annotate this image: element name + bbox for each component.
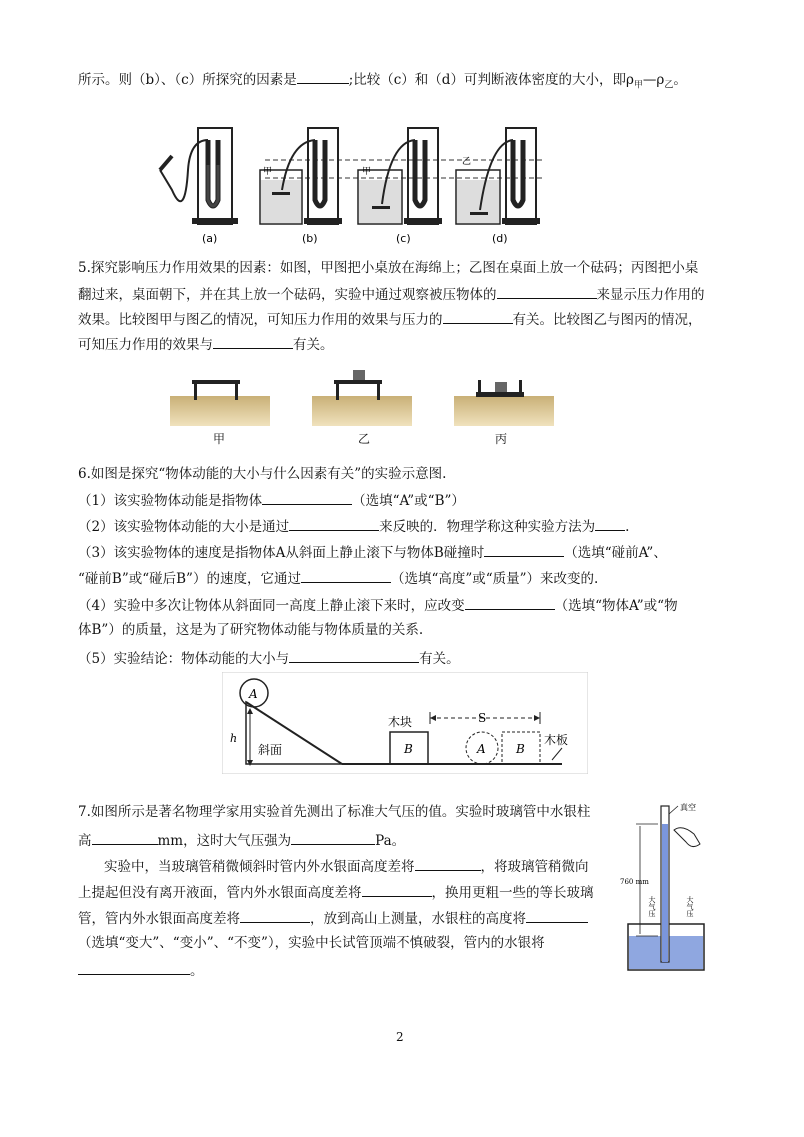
- q7-text-4a: 上提起但没有离开液面，管内外水银面高度差将: [78, 885, 362, 901]
- q7-blank-2[interactable]: [291, 830, 375, 845]
- q6-figure: [222, 672, 588, 774]
- q6-p3c: [78, 568, 598, 588]
- q5-figure: [170, 370, 590, 450]
- q6-p1-text-a: （1）该实验物体动能是指物体: [78, 493, 263, 509]
- q6-p2-text-c: .: [625, 519, 630, 535]
- sponge-jia: [170, 380, 270, 426]
- apparatus-a: [160, 128, 238, 224]
- q5-caption-bing: 丙: [495, 432, 508, 446]
- q5-text-4a: 可知压力作用的效果与: [78, 337, 213, 353]
- q5-blank-3[interactable]: [213, 334, 293, 349]
- apparatus-d: [456, 128, 540, 224]
- q7-line-3: [104, 856, 589, 876]
- q6-p3-text-b: （选填“碰前A”、: [564, 545, 667, 561]
- q6-p5-text-a: （5）实验结论：物体动能的大小与: [78, 651, 290, 667]
- q6-blank-1[interactable]: [262, 490, 352, 505]
- height-label: h: [230, 732, 238, 745]
- q7-text-4b: ，换用更粗一些的等长玻璃: [431, 885, 594, 901]
- q7-blank-5[interactable]: [240, 908, 310, 923]
- q5-text-4b: 有关。: [293, 337, 334, 353]
- q5-blank-2[interactable]: [443, 309, 513, 324]
- q6-p1: [78, 490, 465, 510]
- q4-text-c: 。: [673, 72, 687, 88]
- q6-blank-5[interactable]: [301, 568, 391, 583]
- q5-blank-1[interactable]: [497, 284, 597, 299]
- height-label: 760 mm: [620, 878, 649, 886]
- q4-caption-b: (b): [302, 232, 318, 245]
- q4-liquid-label-b: 甲: [263, 167, 273, 177]
- q6-p4: [78, 595, 678, 615]
- q6-title: 6.如图是探究“物体动能的大小与什么因素有关”的实验示意图.: [78, 466, 447, 482]
- q7-blank-4[interactable]: [362, 882, 432, 897]
- sponge-yi: [312, 370, 412, 426]
- q4-figure: [150, 120, 550, 250]
- q4-sub-jia: 甲: [633, 80, 643, 91]
- q6-p5: [78, 648, 460, 668]
- q7-blank-3[interactable]: [415, 856, 481, 871]
- q7-text-3b: ，将玻璃管稍微向: [480, 859, 589, 875]
- ball-a-label: A: [249, 687, 258, 701]
- q7-blank-1[interactable]: [92, 830, 158, 845]
- ball-a-ghost-label: A: [477, 742, 486, 756]
- q6-blank-3[interactable]: [595, 516, 625, 531]
- q5-line-3: [78, 309, 702, 329]
- q6-p3c-text-a: “碰前B”或“碰后B”）的速度，它通过: [78, 571, 301, 587]
- apparatus-c: [358, 128, 442, 224]
- q7-line-5: [78, 908, 588, 928]
- q4-liquid-label-c: 甲: [362, 167, 372, 177]
- block-b-ghost-label: B: [516, 742, 525, 756]
- q5-line-4: [78, 334, 334, 354]
- q7-line-1: 7.如图所示是著名物理学家用实验首先测出了标准大气压的值。实验时玻璃管中水银柱: [78, 804, 591, 820]
- vacuum-label: 真空: [680, 803, 696, 812]
- q4-text-b: ;比较（c）和（d）可判断液体密度的大小，即ρ: [348, 72, 634, 88]
- mercury-column: [662, 824, 668, 962]
- q5-text-3a: 效果。比较图甲与图乙的情况，可知压力作用的效果与压力的: [78, 312, 443, 328]
- distance-label: S: [478, 711, 487, 725]
- page-number: 2: [396, 1030, 404, 1044]
- q6-blank-2[interactable]: [289, 516, 379, 531]
- q4-line: [78, 69, 687, 95]
- q7-text-2c: Pa。: [375, 833, 406, 849]
- q7-figure: [620, 796, 712, 974]
- q7-text-5a: 管，管内外水银面高度差将: [78, 911, 240, 927]
- board-label: 木板: [544, 733, 569, 747]
- q5-caption-yi: 乙: [358, 432, 371, 446]
- q5-line-2: [78, 284, 705, 304]
- q6-p2-text-a: （2）该实验物体动能的大小是通过: [78, 519, 290, 535]
- q7-line-6: （选填“变大”、“变小”、“不变”），实验中长试管顶端不慎破裂，管内的水银将: [78, 935, 545, 951]
- atm-label-left: 大气压: [648, 896, 656, 917]
- q6-blank-4[interactable]: [484, 542, 564, 557]
- q7-text-3a: 实验中，当玻璃管稍微倾斜时管内外水银面高度差将: [104, 859, 415, 875]
- q6-blank-7[interactable]: [289, 648, 419, 663]
- q6-p3-text-a: （3）该实验物体的速度是指物体A从斜面上静止滚下与物体B碰撞时: [78, 545, 485, 561]
- q5-text-3b: 有关。比较图乙与图丙的情况，: [512, 312, 702, 328]
- sponge-bing: [454, 380, 554, 426]
- q7-text-2a: 高: [78, 833, 92, 849]
- q5-text-2b: 来显示压力作用的: [596, 287, 705, 303]
- apparatus-b: [260, 128, 342, 224]
- q4-caption-d: (d): [492, 232, 508, 245]
- q7-line-4: [78, 882, 594, 902]
- q6-p2: [78, 516, 629, 536]
- q6-p3: [78, 542, 667, 562]
- q6-p4c: 体B”）的质量，这是为了研究物体动能与物体质量的关系.: [78, 622, 424, 638]
- q4-blank-1[interactable]: [297, 69, 349, 84]
- q4-dash: —ρ: [642, 72, 665, 88]
- q6-p4-text-b: （选填“物体A”或“物: [554, 598, 678, 614]
- q4-caption-c: (c): [396, 232, 411, 245]
- q6-p2-text-b: 来反映的．物理学称这种实验方法为: [379, 519, 596, 535]
- q7-blank-7[interactable]: [78, 960, 190, 975]
- q7-text-5b: ，放到高山上测量，水银柱的高度将: [310, 911, 526, 927]
- q6-p5-text-b: 有关。: [419, 651, 460, 667]
- atm-label-right: 大气压: [686, 896, 694, 917]
- q6-p1-text-b: （选填“A”或“B”）: [352, 493, 465, 509]
- q7-blank-6[interactable]: [526, 908, 588, 923]
- q7-line-2: [78, 830, 405, 850]
- q5-text-2a: 翻过来，桌面朝下，并在其上放一个砝码，实验中通过观察被压物体的: [78, 287, 497, 303]
- q7-text-7: 。: [190, 963, 204, 979]
- block-text: 木块: [388, 715, 413, 729]
- q6-p4-text-a: （4）实验中多次让物体从斜面同一高度上静止滚下来时，应改变: [78, 598, 465, 614]
- q4-sub-yi: 乙: [664, 80, 674, 91]
- q4-caption-a: (a): [202, 232, 218, 245]
- q5-caption-jia: 甲: [213, 432, 226, 446]
- q6-p3c-text-b: （选填“高度”或“质量”）来改变的.: [390, 571, 599, 587]
- q4-liquid-label-d: 乙: [462, 157, 472, 167]
- hand-icon: [674, 828, 700, 847]
- q6-blank-6[interactable]: [465, 595, 555, 610]
- q7-line-7: [78, 960, 204, 980]
- slope-label: 斜面: [258, 743, 283, 757]
- q5-line-1: 5.探究影响压力作用效果的因素：如图，甲图把小桌放在海绵上；乙图在桌面上放一个砝码；丙图把小桌: [78, 260, 699, 276]
- q4-text-a: 所示。则（b）、（c）所探究的因素是: [78, 72, 297, 88]
- q7-text-2b: mm，这时大气压强为: [157, 833, 292, 849]
- block-b-label: B: [404, 742, 413, 756]
